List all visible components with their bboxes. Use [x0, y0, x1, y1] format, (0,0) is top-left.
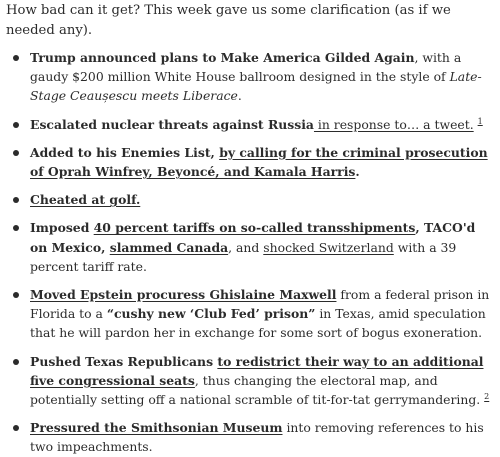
- item-text: , thus changing the electoral map, and potentially setting off a national scramble of tit-for-tat gerrymandering.: [30, 372, 481, 408]
- prosecution-link[interactable]: by calling for the criminal prosecution of Oprah Winfrey, Beyoncé, and Kamala Harris: [30, 144, 488, 180]
- smithsonian-link[interactable]: Pressured the Smithsonian Museum: [30, 420, 283, 436]
- redistrict-link[interactable]: to redistrict their way to an additional five congressional seats: [30, 353, 484, 388]
- item-lead: Escalated nuclear threats against Russia: [30, 116, 314, 132]
- footnote-2-link[interactable]: 2: [484, 391, 490, 401]
- item-text: in Texas, amid speculation that he will pardon her in exchange for some sort of bogus exoneration.: [30, 306, 486, 341]
- item-text: from a federal prison in Florida to a: [30, 287, 490, 322]
- list-item-redistrict: [30, 352, 494, 410]
- slammed-canada-link[interactable]: slammed Canada: [109, 239, 229, 255]
- list-item-tariffs: [30, 218, 494, 276]
- list-item-enemies: [30, 143, 494, 181]
- footnote-1-link[interactable]: 1: [477, 116, 483, 126]
- item-text: , with a gaudy $200 million White House ballroom designed in the style of: [30, 50, 462, 85]
- list-item-ballroom: [30, 48, 494, 106]
- item-text: .: [237, 88, 242, 104]
- cheated-at-golf-link[interactable]: Cheated at golf.: [30, 192, 141, 208]
- item-text: , TACO'd on Mexico,: [30, 220, 476, 255]
- list-item-golf: [30, 190, 494, 209]
- tweet-link[interactable]: in response to… a tweet.: [313, 116, 474, 132]
- shocked-switzerland-link[interactable]: shocked Switzerland: [263, 239, 394, 255]
- list-item-russia: [30, 115, 494, 134]
- item-text: into removing references to his two impeachments.: [30, 420, 484, 455]
- item-text: .: [355, 164, 360, 180]
- list-item-maxwell: [30, 285, 494, 343]
- maxwell-link[interactable]: Moved Epstein procuress Ghislaine Maxwell: [30, 287, 337, 303]
- transshipments-link[interactable]: 40 percent tariffs on so-called transshipments: [93, 220, 416, 236]
- intro-paragraph: How bad can it get? This week gave us some clarification (as if we needed any).: [6, 3, 451, 38]
- news-bullet-list: [0, 48, 500, 457]
- list-item-smithsonian: [30, 418, 494, 456]
- club-fed-quote: “cushy new ‘Club Fed’ prison”: [106, 306, 316, 322]
- item-text: , and: [228, 239, 264, 255]
- item-lead: Added to his Enemies List,: [30, 144, 220, 160]
- item-lead: Trump announced plans to Make America Gilded Again: [30, 50, 415, 65]
- item-text: with a 39 percent tariff rate.: [30, 239, 457, 274]
- item-italic: Late-Stage Ceaușescu meets Liberace: [30, 69, 482, 104]
- item-lead: Pushed Texas Republicans: [30, 353, 218, 369]
- item-lead: Imposed: [30, 220, 94, 236]
